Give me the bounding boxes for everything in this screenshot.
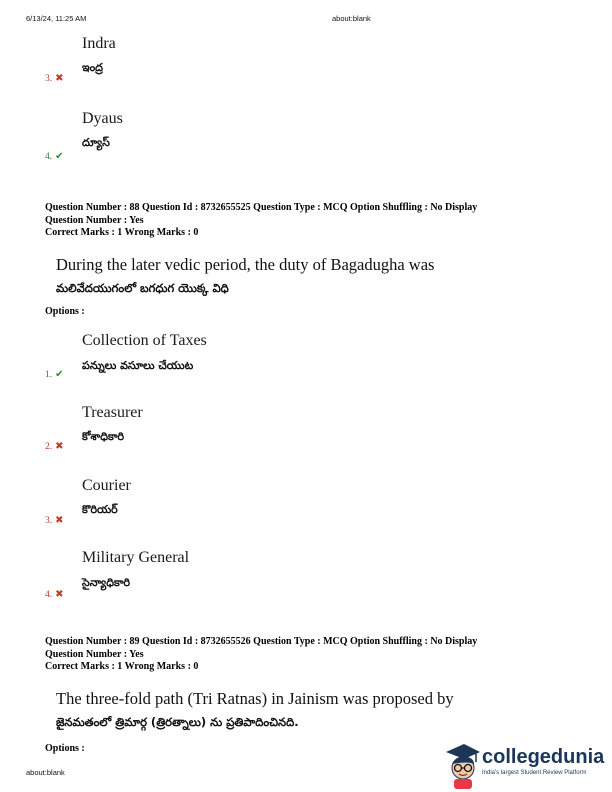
q88-option-3-english: Courier (82, 477, 131, 494)
q88-option-4-number: 4. ✖ (45, 589, 64, 600)
student-mascot-icon (442, 742, 482, 790)
q88-text-english: During the later vedic period, the duty of Bagadugha was (56, 255, 435, 274)
logo-tagline: India's largest Student Review Platform (482, 770, 587, 776)
q88-meta (45, 202, 477, 240)
q88-meta-line2: Question Number : Yes (45, 214, 144, 226)
cross-icon: ✖ (55, 589, 64, 600)
logo-brand-name: collegedunia (482, 746, 605, 768)
cross-icon: ✖ (55, 441, 64, 452)
q88-option-1-english: Collection of Taxes (82, 332, 207, 349)
q89-meta-line1: Question Number : 89 Question Id : 8732655526 Question Type : MCQ Option Shuffling : No Display (45, 636, 478, 647)
q89-meta (45, 636, 477, 674)
q89-meta-line2: Question Number : Yes (45, 648, 144, 660)
cross-icon: ✖ (55, 515, 64, 526)
q88-option-1-telugu: పన్నులు వసూలు చేయుట (82, 359, 194, 372)
q88-options-label: Options : (45, 306, 85, 317)
print-url: about:blank (332, 14, 371, 23)
q88-meta-line1: Question Number : 88 Question Id : 8732655525 Question Type : MCQ Option Shuffling : No Display (45, 202, 478, 213)
q88-option-3-telugu: కొరియర్ (82, 503, 118, 516)
check-icon: ✔ (55, 369, 64, 380)
option-4-english: Dyaus (82, 110, 123, 127)
option-4-telugu: ద్యూస్ (82, 136, 110, 149)
q89-meta-line3: Correct Marks : 1 Wrong Marks : 0 (45, 661, 199, 672)
footer-url: about:blank (26, 768, 65, 777)
q88-option-1-number: 1. ✔ (45, 369, 64, 380)
check-icon: ✔ (55, 151, 64, 162)
collegedunia-logo (440, 740, 612, 792)
option-3-number: 3. ✖ (45, 73, 64, 84)
q88-text-telugu: మలివేదయుగంలో బగధుగ యొక్క విధి (56, 281, 229, 295)
q88-option-2-number: 2. ✖ (45, 441, 64, 452)
q88-option-2-telugu: కోశాధికారి (82, 430, 125, 443)
q88-option-4-english: Military General (82, 549, 190, 566)
q89-text-english: The three-fold path (Tri Ratnas) in Jainism was proposed by (56, 689, 454, 708)
option-3-english: Indra (82, 35, 116, 52)
option-4-number: 4. ✔ (45, 151, 64, 162)
cross-icon: ✖ (55, 73, 64, 84)
q88-meta-line3: Correct Marks : 1 Wrong Marks : 0 (45, 227, 199, 238)
option-3-telugu: ఇంద్ర (82, 61, 103, 74)
q88-option-3-number: 3. ✖ (45, 515, 64, 526)
q88-option-2-english: Treasurer (82, 404, 143, 421)
q89-options-label: Options : (45, 743, 85, 754)
q89-text-telugu: జైనమతంలో త్రిమార్గ (త్రిరత్నాలు) ను ప్రతిపాదించినది. (56, 715, 299, 729)
q88-option-4-telugu: సైన్యాధికారి (82, 576, 131, 589)
print-datetime: 6/13/24, 11:25 AM (26, 14, 87, 23)
